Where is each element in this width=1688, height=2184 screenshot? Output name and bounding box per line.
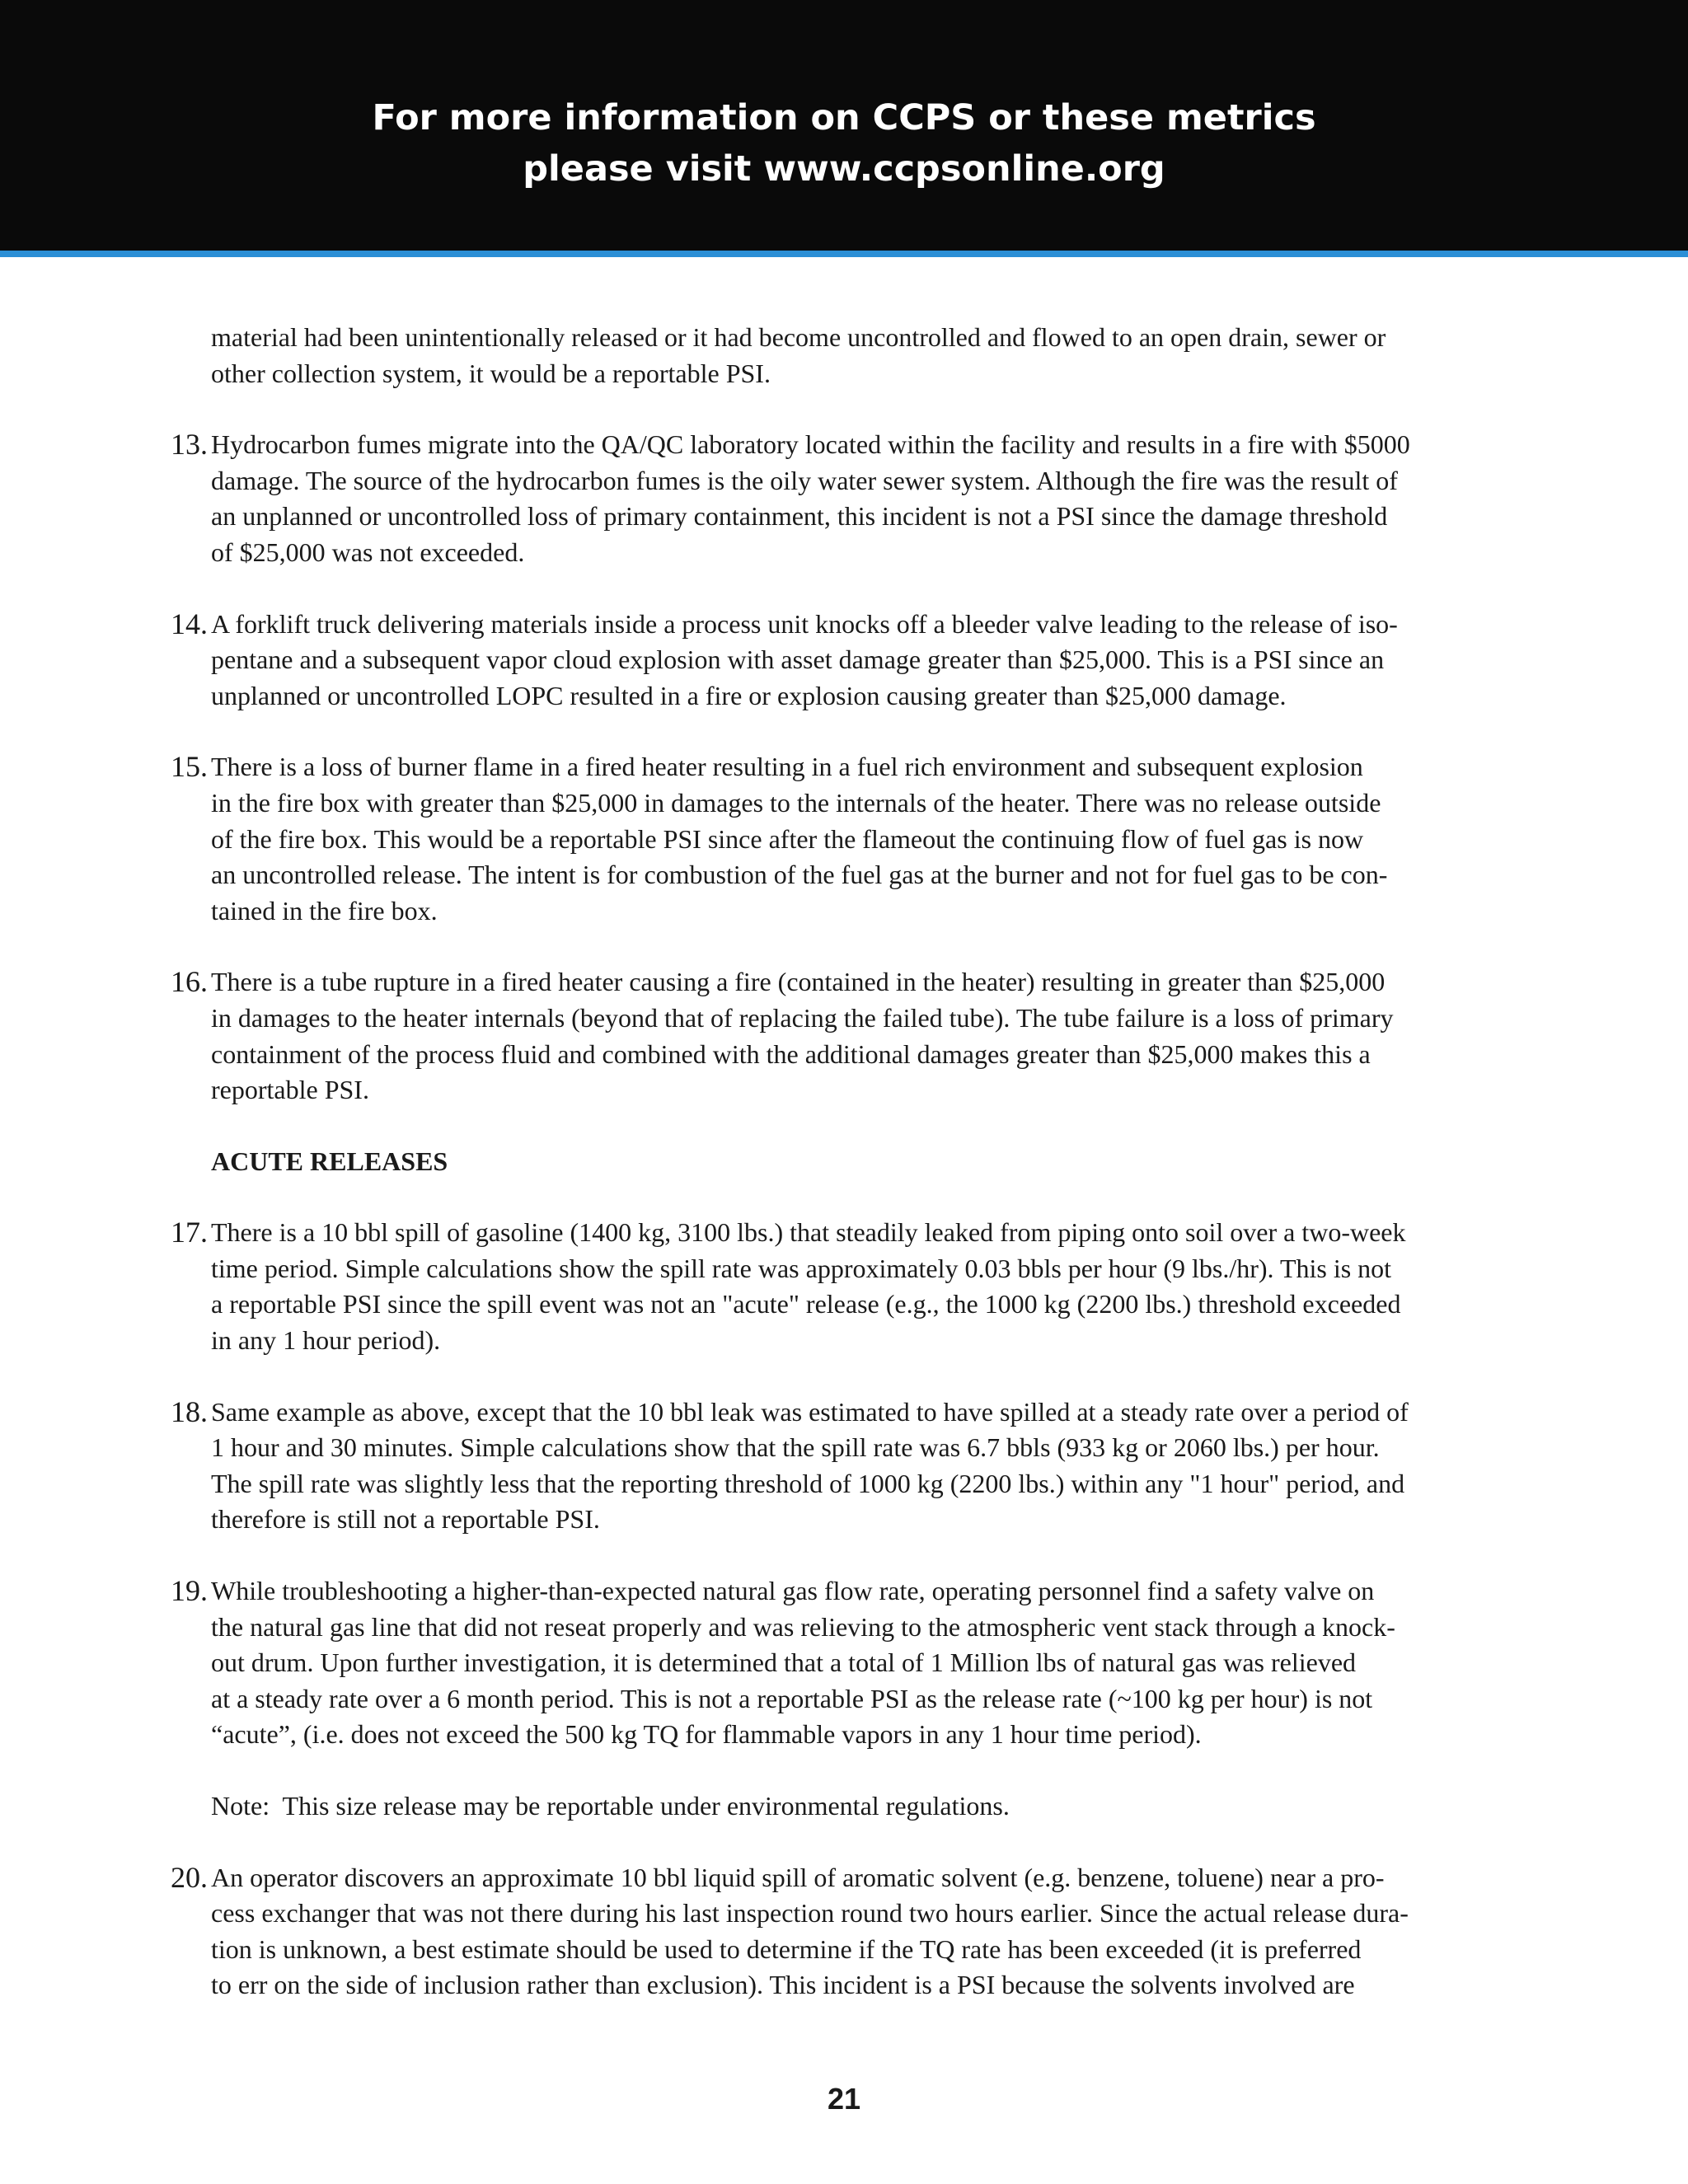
text-line: containment of the process fluid and combined with the additional damages greater than $25,000 makes this a bbox=[211, 1038, 1371, 1069]
text-line: unplanned or uncontrolled LOPC resulted in a fire or explosion causing greater than $25,000 damage. bbox=[211, 680, 1287, 710]
text-line: reportable PSI. bbox=[211, 1075, 369, 1105]
text-line: material had been unintentionally released or it had become uncontrolled and flowed to an open drain, sewer or bbox=[211, 322, 1386, 352]
text-line: therefore is still not a reportable PSI. bbox=[211, 1504, 600, 1535]
text-line: a reportable PSI since the spill event was not an "acute" release (e.g., the 1000 kg (2200 lbs.) threshold exceeded bbox=[211, 1289, 1401, 1319]
example-number: 18. bbox=[171, 1394, 208, 1428]
text-line: Hydrocarbon fumes migrate into the QA/QC laboratory located within the facility and results in a fire with $5000 bbox=[211, 429, 1410, 460]
text-line: 1 hour and 30 minutes. Simple calculations show that the spill rate was 6.7 bbls (933 kg or 2060 lbs.) per hour. bbox=[211, 1432, 1380, 1463]
text-line: There is a loss of burner flame in a fired heater resulting in a fuel rich environment and subsequent explosion bbox=[211, 752, 1363, 782]
text-line: While troubleshooting a higher-than-expected natural gas flow rate, operating personnel find a safety valve on bbox=[211, 1576, 1375, 1606]
text-line: in damages to the heater internals (beyond that of replacing the failed tube). The tube failure is a loss of primary bbox=[211, 1002, 1394, 1033]
text-line: time period. Simple calculations show the spill rate was approximately 0.03 bbls per hour (9 lbs./hr). This is not bbox=[211, 1253, 1392, 1283]
note-paragraph: Note: This size release may be reportable under environmental regulations. bbox=[211, 1791, 1010, 1821]
example-16 bbox=[155, 964, 1556, 1108]
text-line: at a steady rate over a 6 month period. This is not a reportable PSI as the release rate (~100 kg per hour) is not bbox=[211, 1683, 1373, 1713]
text-line: to err on the side of inclusion rather than exclusion). This incident is a PSI because the solvents involved are bbox=[211, 1970, 1355, 2000]
text-line: “acute”, (i.e. does not exceed the 500 kg TQ for flammable vapors in any 1 hour time period). bbox=[211, 1719, 1202, 1750]
example-17 bbox=[155, 1215, 1556, 1358]
text-line: the natural gas line that did not reseat properly and was relieving to the atmospheric vent stack through a knock- bbox=[211, 1611, 1395, 1642]
text-line: tion is unknown, a best estimate should be used to determine if the TQ rate has been exceeded (it is preferred bbox=[211, 1933, 1362, 1964]
text-line: A forklift truck delivering materials inside a process unit knocks off a bleeder valve leading to the release of iso- bbox=[211, 608, 1398, 639]
text-line: out drum. Upon further investigation, it is determined that a total of 1 Million lbs of natural gas was relieved bbox=[211, 1647, 1357, 1678]
example-number: 13. bbox=[171, 428, 208, 462]
banner-line-2: please visit www.ccpsonline.org bbox=[523, 148, 1165, 190]
text-line: There is a tube rupture in a fired heater causing a fire (contained in the heater) resulting in greater than $25,000 bbox=[211, 967, 1386, 997]
banner-line-1: For more information on CCPS or these metrics bbox=[372, 97, 1316, 138]
text-line: of the fire box. This would be a reportable PSI since after the flameout the continuing flow of fuel gas is now bbox=[211, 823, 1364, 854]
example-13 bbox=[155, 427, 1556, 570]
example-number: 14. bbox=[171, 607, 208, 640]
text-line: other collection system, it would be a reportable PSI. bbox=[211, 358, 771, 388]
text-line: Same example as above, except that the 10 bbl leak was estimated to have spilled at a steady rate over a period of bbox=[211, 1396, 1409, 1427]
text-line: in the fire box with greater than $25,000 in damages to the internals of the heater. There was no release outside bbox=[211, 787, 1381, 818]
example-15 bbox=[155, 749, 1556, 929]
example-14 bbox=[155, 607, 1556, 715]
page-body bbox=[155, 320, 1556, 2039]
text-line: tained in the fire box. bbox=[211, 895, 438, 926]
text-line: cess exchanger that was not there during his last inspection round two hours earlier. Since the actual release dura- bbox=[211, 1898, 1409, 1929]
banner-text bbox=[0, 92, 1688, 194]
example-number: 17. bbox=[171, 1216, 208, 1249]
header-banner bbox=[0, 0, 1688, 257]
text-line: damage. The source of the hydrocarbon fumes is the oily water sewer system. Although the fire was the result of bbox=[211, 465, 1398, 495]
text-line: in any 1 hour period). bbox=[211, 1325, 441, 1356]
example-19 bbox=[155, 1573, 1556, 1753]
text-line: An operator discovers an approximate 10 bbl liquid spill of aromatic solvent (e.g. benzene, toluene) near a pro- bbox=[211, 1862, 1385, 1892]
page-number: 21 bbox=[827, 2082, 861, 2116]
example-number: 16. bbox=[171, 965, 208, 999]
text-line: an uncontrolled release. The intent is for combustion of the fuel gas at the burner and not for fuel gas to be con- bbox=[211, 860, 1388, 890]
text-line: of $25,000 was not exceeded. bbox=[211, 537, 525, 567]
text-line: The spill rate was slightly less that the reporting threshold of 1000 kg (2200 lbs.) within any "1 hour" period, and bbox=[211, 1468, 1405, 1498]
section-heading-acute-releases: ACUTE RELEASES bbox=[211, 1146, 448, 1176]
continuation-paragraph bbox=[155, 320, 1556, 391]
example-20 bbox=[155, 1860, 1556, 2004]
example-18 bbox=[155, 1394, 1556, 1538]
text-line: pentane and a subsequent vapor cloud explosion with asset damage greater than $25,000. This is a PSI since an bbox=[211, 644, 1385, 675]
example-number: 15. bbox=[171, 750, 208, 784]
text-line: There is a 10 bbl spill of gasoline (1400 kg, 3100 lbs.) that steadily leaked from piping onto soil over a two-week bbox=[211, 1217, 1406, 1248]
text-line: an unplanned or uncontrolled loss of primary containment, this incident is not a PSI since the damage threshold bbox=[211, 501, 1388, 532]
example-number: 19. bbox=[171, 1574, 208, 1608]
example-number: 20. bbox=[171, 1860, 208, 1894]
